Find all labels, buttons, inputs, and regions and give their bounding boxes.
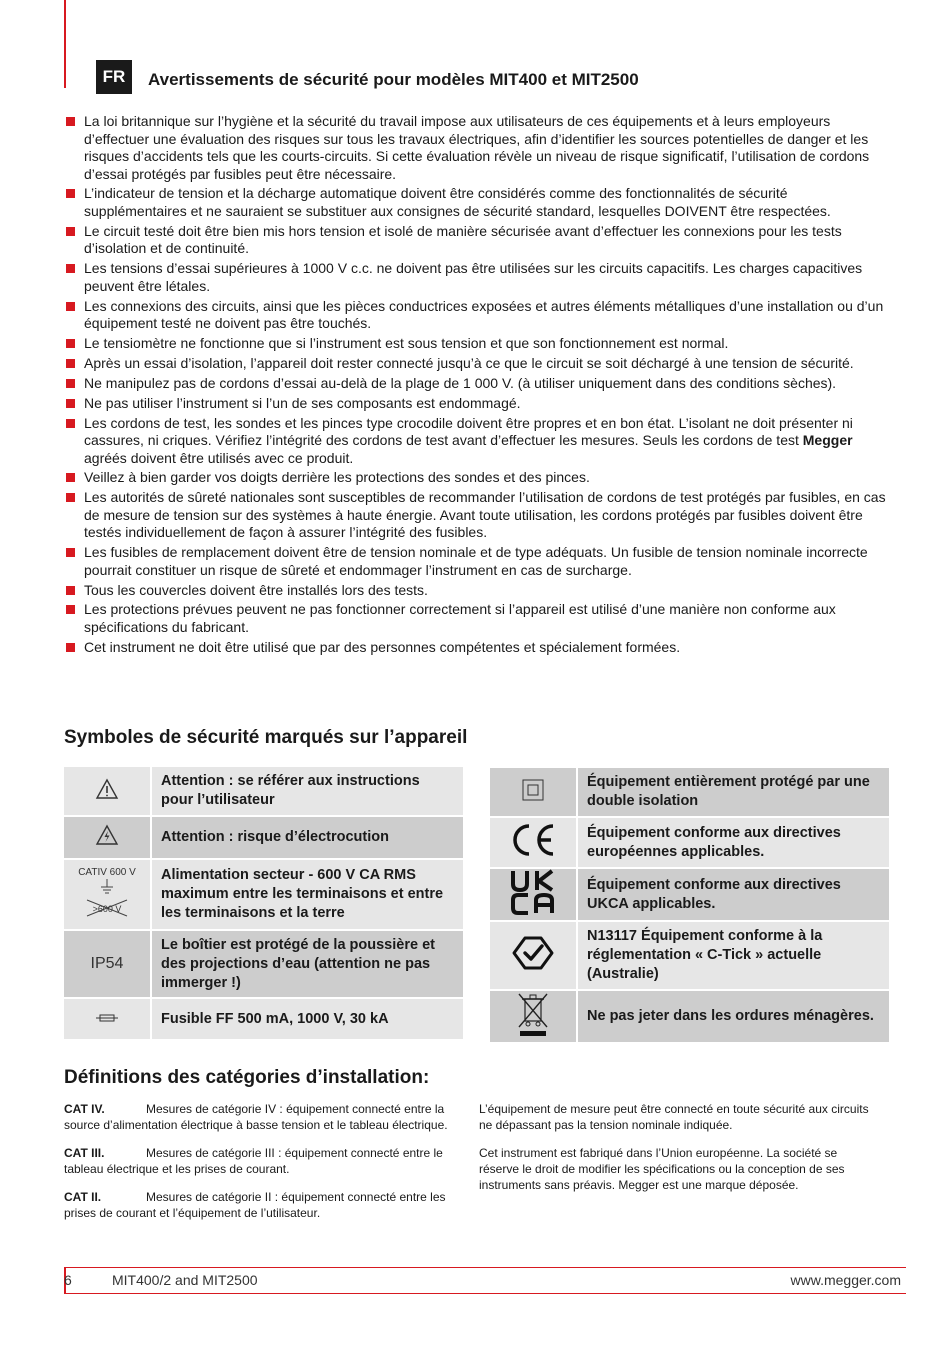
list-item: CAT II. Mesures de catégorie II : équipement connecté entre les prises de courant et l’équipement de l’utilisateur.	[64, 1190, 446, 1220]
symbols-table-right	[490, 768, 889, 1044]
list-item: Le circuit testé doit être bien mis hors tension et isolé de manière sécurisée avant d’effectuer les connexions pour les tests d’isolation et de continuité.	[64, 223, 894, 258]
list-item: Veillez à bien garder vos doigts derrière les protections des sondes et des pinces.	[64, 469, 894, 487]
note-paragraph: Cet instrument est fabriqué dans l’Union européenne. La société se réserve le droit de modifier les spécifications ou la conception de ses instruments sans préavis. Megger est une marque déposée.	[479, 1146, 845, 1192]
page-title: Avertissements de sécurité pour modèles MIT400 et MIT2500	[148, 70, 639, 89]
symbols-table-left	[64, 767, 463, 1041]
table-row: N13117 Équipement conforme à la réglementation « C-Tick » actuelle (Australie)	[490, 921, 889, 990]
list-item: Les autorités de sûreté nationales sont susceptibles de recommander l’utilisation de cordons de test protégés par fusibles, en cas de mesure de tension sur des systèmes à haute énergie. Avant toute utilisation, les cordons protégés par fusibles doivent être testés individuellement de façon à assurer l’intégrité des fusibles.	[64, 489, 894, 542]
ce-mark-icon	[490, 817, 577, 868]
list-item: L’indicateur de tension et la décharge automatique doivent être considérés comme des fonctionnalités de sécurité supplémentaires et ne sauraient se substituer aux consignes de sécurité standard, lesquelles DOIVENT être respectées.	[64, 185, 894, 220]
table-row: Équipement entièrement protégé par une double isolation	[490, 768, 889, 817]
rcm-ctick-icon	[490, 921, 577, 990]
ip54-icon: IP54	[64, 930, 151, 998]
svg-text:>600 V: >600 V	[92, 903, 122, 914]
footer-rule-bottom	[64, 1293, 906, 1294]
brand-name: Megger	[802, 432, 853, 449]
table-row: Équipement conforme aux directives UKCA applicables.	[490, 868, 889, 921]
list-item: Ne manipulez pas de cordons d’essai au-delà de la plage de 1 000 V. (à utiliser uniquement dans des conditions sèches).	[64, 375, 894, 393]
weee-bin-icon	[490, 990, 577, 1043]
table-row: Ne pas jeter dans les ordures ménagères.	[490, 990, 889, 1043]
document-name: MIT400/2 and MIT2500	[112, 1272, 258, 1288]
language-badge: FR	[96, 60, 132, 94]
ukca-mark-icon	[490, 868, 577, 921]
list-item: CAT III. Mesures de catégorie III : équipement connecté entre le tableau électrique et les prises de courant.	[64, 1146, 443, 1176]
list-item: Les protections prévues peuvent ne pas fonctionner correctement si l’appareil est utilisé d’une manière non conforme aux spécifications du fabricant.	[64, 601, 894, 636]
table-row: Attention : risque d’électrocution	[64, 816, 463, 859]
table-row: Attention : se référer aux instructions pour l’utilisateur	[64, 767, 463, 816]
footer-rule	[64, 1267, 906, 1268]
categories-heading: Définitions des catégories d’installation:	[64, 1067, 430, 1088]
table-row: CATIV 600 V >600 V Alimentation secteur - 600 V CA RMS maximum entre les terminaisons et entre les terminaisons et la terre	[64, 859, 463, 930]
warning-triangle-icon	[64, 767, 151, 816]
page-number: 6	[64, 1272, 72, 1288]
list-item: Les cordons de test, les sondes et les pinces type crocodile doivent être propres et en bon état. L’isolant ne doit présenter ni cassures, ni criques. Vérifiez l’intégrité des cordons de test avant d’effectuer les mesures. Seuls les cordons de test Megger agréés doivent être utilisés avec ce produit.	[64, 415, 894, 468]
category-definitions	[64, 1101, 454, 1233]
top-red-rule	[64, 0, 66, 88]
warnings-list	[64, 113, 894, 659]
list-item: Cet instrument ne doit être utilisé que par des personnes compétentes et spécialement formées.	[64, 639, 894, 657]
list-item: Après un essai d’isolation, l’appareil doit rester connecté jusqu’à ce que le circuit se soit déchargé à une tension de sécurité.	[64, 355, 894, 373]
table-row: Équipement conforme aux directives européennes applicables.	[490, 817, 889, 868]
list-item: La loi britannique sur l’hygiène et la sécurité du travail impose aux utilisateurs de ces équipements et à leurs employeurs d’effectuer une évaluation des risques sur tous les travaux électriques, afin d’identifier les sources potentielles de danger et les risques d’accidents tels que les courts-circuits. Si cette évaluation révèle un niveau de risque significatif, l’utilisation de cordons d’essai protégés par fusibles peut être nécessaire.	[64, 113, 894, 183]
list-item: Le tensiomètre ne fonctionne que si l’instrument est sous tension et que son fonctionnement est normal.	[64, 335, 894, 353]
cat-iv-600v-icon: CATIV 600 V >600 V	[64, 859, 151, 930]
list-item: Ne pas utiliser l’instrument si l’un de ses composants est endommagé.	[64, 395, 894, 413]
symbols-heading: Symboles de sécurité marqués sur l’appareil	[64, 727, 468, 748]
note-paragraph: L’équipement de mesure peut être connecté en toute sécurité aux circuits ne dépassant pas la tension nominale indiquée.	[479, 1102, 869, 1132]
list-item: Les tensions d’essai supérieures à 1000 V c.c. ne doivent pas être utilisées sur les circuits capacitifs. Les charges capacitives peuvent être létales.	[64, 260, 894, 295]
list-item: Tous les couvercles doivent être installés lors des tests.	[64, 582, 894, 600]
list-item: Les fusibles de remplacement doivent être de tension nominale et de type adéquats. Un fusible de tension nominale incorrecte pourrait constituer un risque de sûreté et endommager l’instrument en cas de surcharge.	[64, 544, 894, 579]
list-item: Les connexions des circuits, ainsi que les pièces conductrices exposées et autres éléments métalliques d’une installation ou d’un équipement testé ne doivent pas être touchés.	[64, 298, 894, 333]
category-notes	[479, 1101, 879, 1205]
electric-shock-triangle-icon	[64, 816, 151, 859]
table-row: IP54 Le boîtier est protégé de la poussière et des projections d’eau (attention ne pas immerger !)	[64, 930, 463, 998]
double-insulation-icon	[490, 768, 577, 817]
table-row: Fusible FF 500 mA, 1000 V, 30 kA	[64, 998, 463, 1040]
fuse-icon	[64, 998, 151, 1040]
website-link[interactable]: www.megger.com	[790, 1272, 901, 1288]
list-item: CAT IV. Mesures de catégorie IV : équipement connecté entre la source d’alimentation électrique à basse tension et le tableau électrique.	[64, 1102, 448, 1132]
